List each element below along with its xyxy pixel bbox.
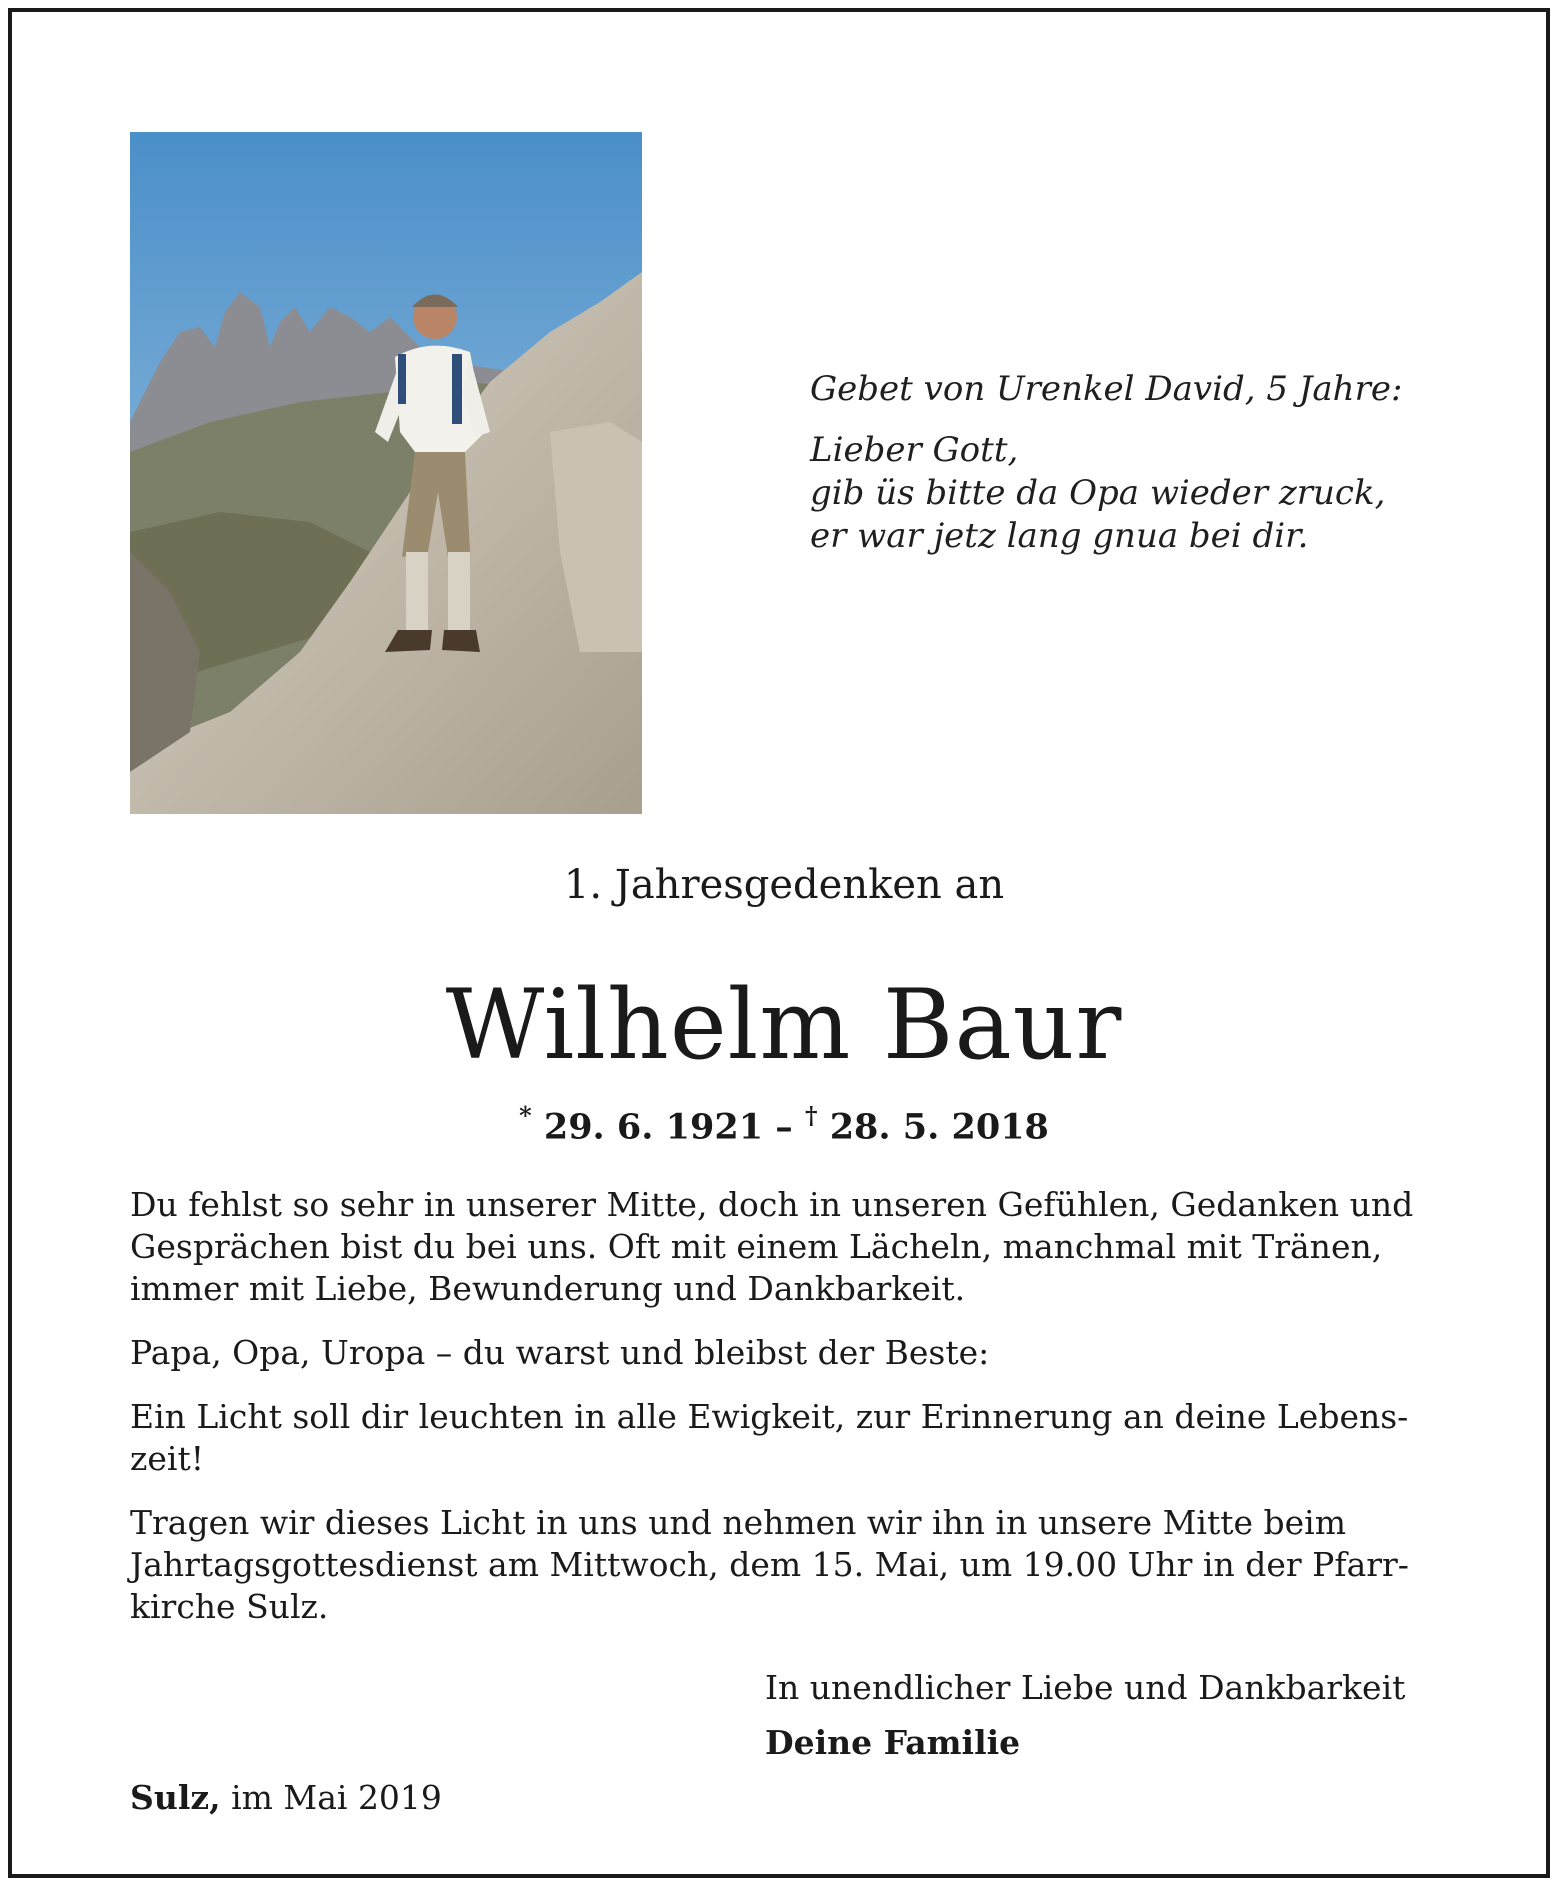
closing-line: In unendlicher Liebe und Dankbarkeit [765,1668,1406,1707]
signature-family: Deine Familie [765,1723,1021,1762]
text-line: Du fehlst so sehr in unserer Mitte, doch in unseren Gefühlen, Gedanken und [130,1185,1414,1224]
paragraph-light [130,1396,1438,1480]
text-line: Gesprächen bist du bei uns. Oft mit einem Lächeln, manchmal mit Tränen, [130,1227,1383,1266]
text-line: Ein Licht soll dir leuchten in alle Ewigkeit, zur Erinnerung an deine Lebens- [130,1397,1409,1436]
paragraph-best: Papa, Opa, Uropa – du warst und bleibst der Beste: [130,1333,990,1372]
place-town: Sulz, [130,1778,221,1817]
text-line: immer mit Liebe, Bewunderung und Dankbarkeit. [130,1269,966,1308]
prayer-line: gib üs bitte da Opa wieder zruck, [810,473,1386,513]
place-month: im Mai 2019 [231,1778,442,1817]
place-date [130,1778,442,1817]
date-separator: – [775,1106,793,1148]
deceased-name: Wilhelm Baur [445,969,1123,1081]
text-line: Tragen wir dieses Licht in uns und nehmen wir ihn in unsere Mitte beim [130,1503,1346,1542]
prayer-line: er war jetz lang gnua bei dir. [810,516,1309,556]
text-line: Jahrtagsgottesdienst am Mittwoch, dem 15. Mai, um 19.00 Uhr in der Pfarr- [130,1545,1409,1584]
prayer-intro: Gebet von Urenkel David, 5 Jahre: [810,369,1403,409]
closing-block [765,1660,1405,1770]
birth-symbol: * [519,1101,532,1130]
portrait-photo [130,132,642,814]
prayer-line: Lieber Gott, [810,430,1019,470]
occasion-heading: 1. Jahresgedenken an [563,862,1005,908]
birth-date: 29. 6. 1921 [543,1106,764,1148]
text-line: zeit! [130,1439,204,1478]
prayer-block [810,368,1510,558]
death-symbol: † [804,1101,818,1130]
life-dates [0,1103,1568,1148]
paragraph-remembrance [130,1184,1438,1310]
paragraph-service [130,1502,1438,1628]
memorial-text [130,1184,1438,1650]
text-line: kirche Sulz. [130,1587,329,1626]
death-date: 28. 5. 2018 [829,1106,1049,1148]
